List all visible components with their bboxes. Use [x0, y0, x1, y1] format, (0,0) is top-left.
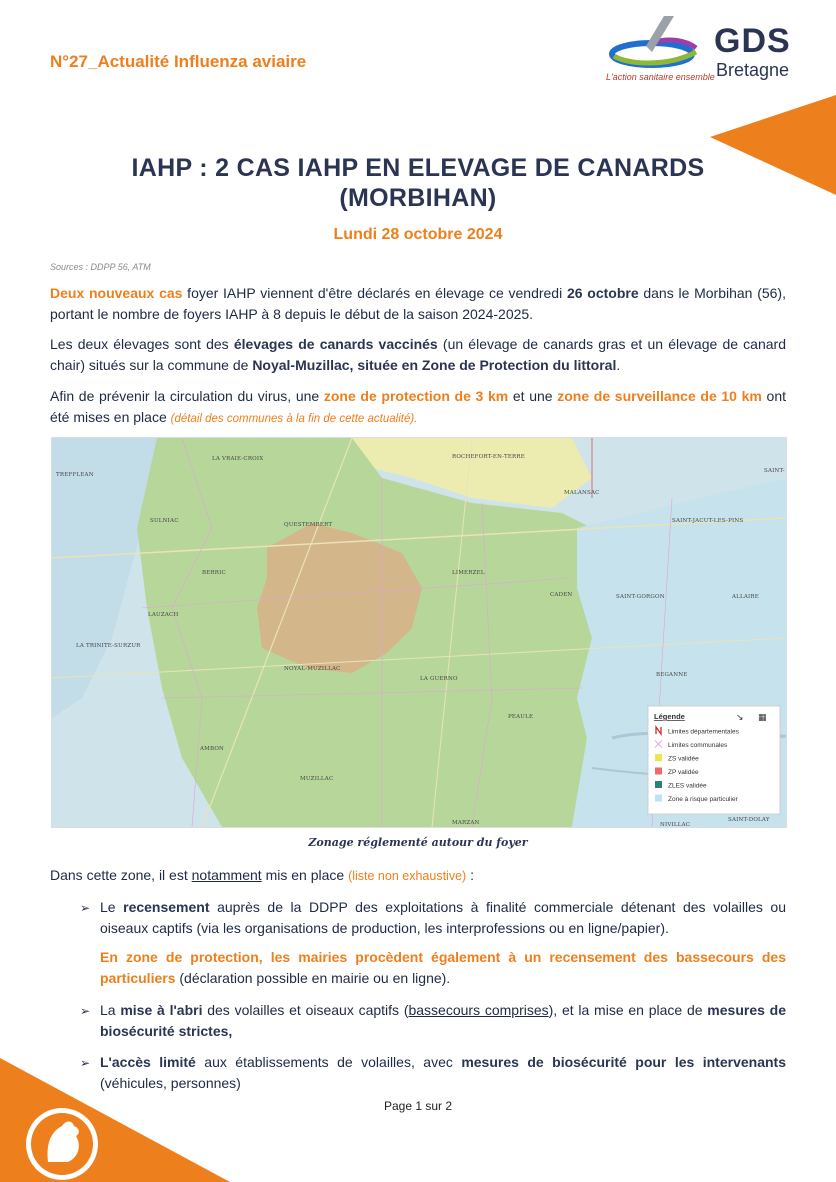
- bullet-census-sub: [100, 947, 786, 989]
- legend-grid-icon[interactable]: ▦: [758, 713, 767, 723]
- legend-item-label: ZS validée: [668, 755, 699, 763]
- page-title: [0, 153, 836, 213]
- text: Dans cette zone, il est: [50, 867, 192, 883]
- map-label: ROCHEFORT-EN-TERRE: [452, 454, 525, 460]
- text: aux établissements de volailles, avec: [195, 1054, 462, 1070]
- text: (véhicules, personnes): [100, 1075, 241, 1091]
- page-title-line1: IAHP : 2 CAS IAHP EN ELEVAGE DE CANARDS: [131, 154, 705, 182]
- map-label: LA VRAIE-CROIX: [212, 456, 264, 462]
- non-exhaustive-note: (liste non exhaustive): [348, 869, 467, 883]
- legend-swatch: [655, 781, 662, 788]
- legend-title: Légende: [654, 712, 685, 721]
- underlined-notamment: notamment: [191, 867, 262, 883]
- map-caption: Zonage réglementé autour du foyer: [308, 836, 528, 849]
- legend-swatch: [655, 754, 662, 761]
- map-label: SULNIAC: [150, 518, 179, 524]
- legend-swatch: [655, 795, 662, 802]
- paragraph-zones: [50, 386, 786, 430]
- map-label: MALANSAC: [564, 490, 600, 496]
- highlight-biosecurity: mesures de biosécurité strictes,: [100, 1002, 786, 1039]
- sources-note: Sources : DDPP 56, ATM: [50, 262, 151, 272]
- map-label: LA GUERNO: [420, 676, 458, 682]
- map-label: NIVILLAC: [660, 822, 691, 827]
- map-label: MARZAN: [452, 820, 480, 826]
- measures-intro: [50, 865, 786, 887]
- gds-logo-name: GDS: [714, 22, 791, 60]
- map-label: ALLAIRE: [732, 594, 759, 600]
- legend-swatch: [655, 768, 662, 775]
- document-label: N°27_Actualité Influenza aviaire: [50, 52, 307, 71]
- page-title-line2: (MORBIHAN): [339, 184, 497, 212]
- text: ont été mises en place: [50, 388, 786, 425]
- text: .: [616, 357, 621, 373]
- text: :: [466, 867, 474, 883]
- highlight-intervenants: mesures de biosécurité pour les intervenants: [461, 1054, 786, 1070]
- map-legend: [648, 706, 780, 814]
- highlight-shelter: mise à l'abri: [120, 1002, 203, 1018]
- legend-item-label: ZP validée: [668, 769, 699, 776]
- publication-date: Lundi 28 octobre 2024: [333, 226, 503, 243]
- text: (déclaration possible en mairie ou en ligne).: [175, 970, 451, 986]
- map-label: SAINT-JACUT-LES-PINS: [672, 518, 744, 524]
- highlight-vaccinated: élevages de canards vaccinés: [233, 336, 438, 352]
- map-label: LAUZACH: [148, 612, 179, 618]
- gds-logo-tagline: L'action sanitaire ensemble: [606, 72, 715, 82]
- text: (un élevage de canards gras et un élevage de canard chair) situés sur la commune de: [50, 336, 786, 373]
- bullet-arrow-icon: ➢: [80, 1056, 91, 1070]
- text: Les deux élevages sont des: [50, 336, 234, 352]
- map-label: PEAULE: [508, 714, 534, 720]
- map-label: CADEN: [550, 592, 573, 598]
- text: mis en place: [261, 867, 349, 883]
- highlight-date: 26 octobre: [566, 285, 639, 301]
- highlight-commune: Noyal-Muzillac, située en Zone de Protection du littoral: [252, 357, 617, 373]
- map-label: NOYAL-MUZILLAC: [284, 666, 341, 672]
- zoning-map-svg: [52, 438, 786, 827]
- map-label: SAINT-DOLAY: [728, 817, 770, 823]
- details-note: (détail des communes à la fin de cette actualité).: [170, 413, 418, 425]
- legend-item-label: ZLES validée: [668, 782, 707, 790]
- bullet-arrow-icon: ➢: [80, 1004, 91, 1018]
- text: foyer IAHP viennent d'être déclarés en élevage ce vendredi: [182, 285, 567, 301]
- highlight-census: recensement: [123, 899, 210, 915]
- gds-logo-region: Bretagne: [716, 60, 790, 80]
- page-number: Page 1 sur 2: [383, 1099, 453, 1113]
- legend-item-label: Zone à risque particulier: [668, 796, 738, 803]
- gds-logo: [606, 16, 818, 86]
- paragraph-farms: [50, 334, 786, 376]
- underlined-bassecours: bassecours comprises: [408, 1002, 549, 1018]
- text: auprès de la DDPP des exploitations à finalité commerciale détenant des volailles ou oiseaux captifs (via les organisations de production, les interprofessions ou en ligne/papier).: [100, 899, 786, 936]
- highlight-new-cases: Deux nouveaux cas: [50, 285, 183, 301]
- legend-collapse-icon[interactable]: ↘: [736, 713, 744, 723]
- legend-item-label: Limites départementales: [668, 728, 739, 736]
- highlight-municipal-census: En zone de protection, les mairies procèdent également à un recensement des bassecours des particuliers: [100, 949, 786, 986]
- map-label: TREFFLEAN: [56, 472, 94, 478]
- highlight-limited-access: L'accès limité: [100, 1054, 196, 1070]
- map-label: QUESTEMBERT: [284, 522, 333, 528]
- text: et une: [508, 388, 558, 404]
- zoning-map: [51, 437, 787, 828]
- paragraph-new-cases: [50, 283, 786, 325]
- map-label: SAINT-GORGON: [616, 594, 665, 600]
- map-label: LA TRINITE-SURZUR: [76, 643, 141, 649]
- legend-item-label: Limites communales: [668, 742, 728, 749]
- bullet-shelter: [100, 1000, 786, 1042]
- text: Le: [100, 899, 124, 915]
- map-label: SAINT-: [764, 468, 785, 474]
- highlight-surveillance-zone: zone de surveillance de 10 km: [557, 388, 762, 404]
- text: La: [100, 1002, 121, 1018]
- text: dans le Morbihan (56), portant le nombre de foyers IAHP à 8 depuis le début de la saison 2024-2025.: [50, 285, 786, 322]
- map-label: MUZILLAC: [300, 776, 334, 782]
- bullet-access: [100, 1052, 786, 1094]
- highlight-protection-zone: zone de protection de 3 km: [323, 388, 509, 404]
- map-label: LIMERZEL: [452, 570, 485, 576]
- text: ), et la mise en place de: [548, 1002, 708, 1018]
- map-label: BEGANNE: [656, 672, 688, 678]
- map-label: AMBON: [200, 746, 225, 752]
- gds-logo-icon: [606, 16, 706, 78]
- text: Afin de prévenir la circulation du virus, une: [50, 388, 324, 404]
- text: des volailles et oiseaux captifs (: [202, 1002, 409, 1018]
- bullet-arrow-icon: ➢: [80, 901, 91, 915]
- bullet-census: [100, 897, 786, 939]
- map-label: BERRIC: [202, 570, 226, 576]
